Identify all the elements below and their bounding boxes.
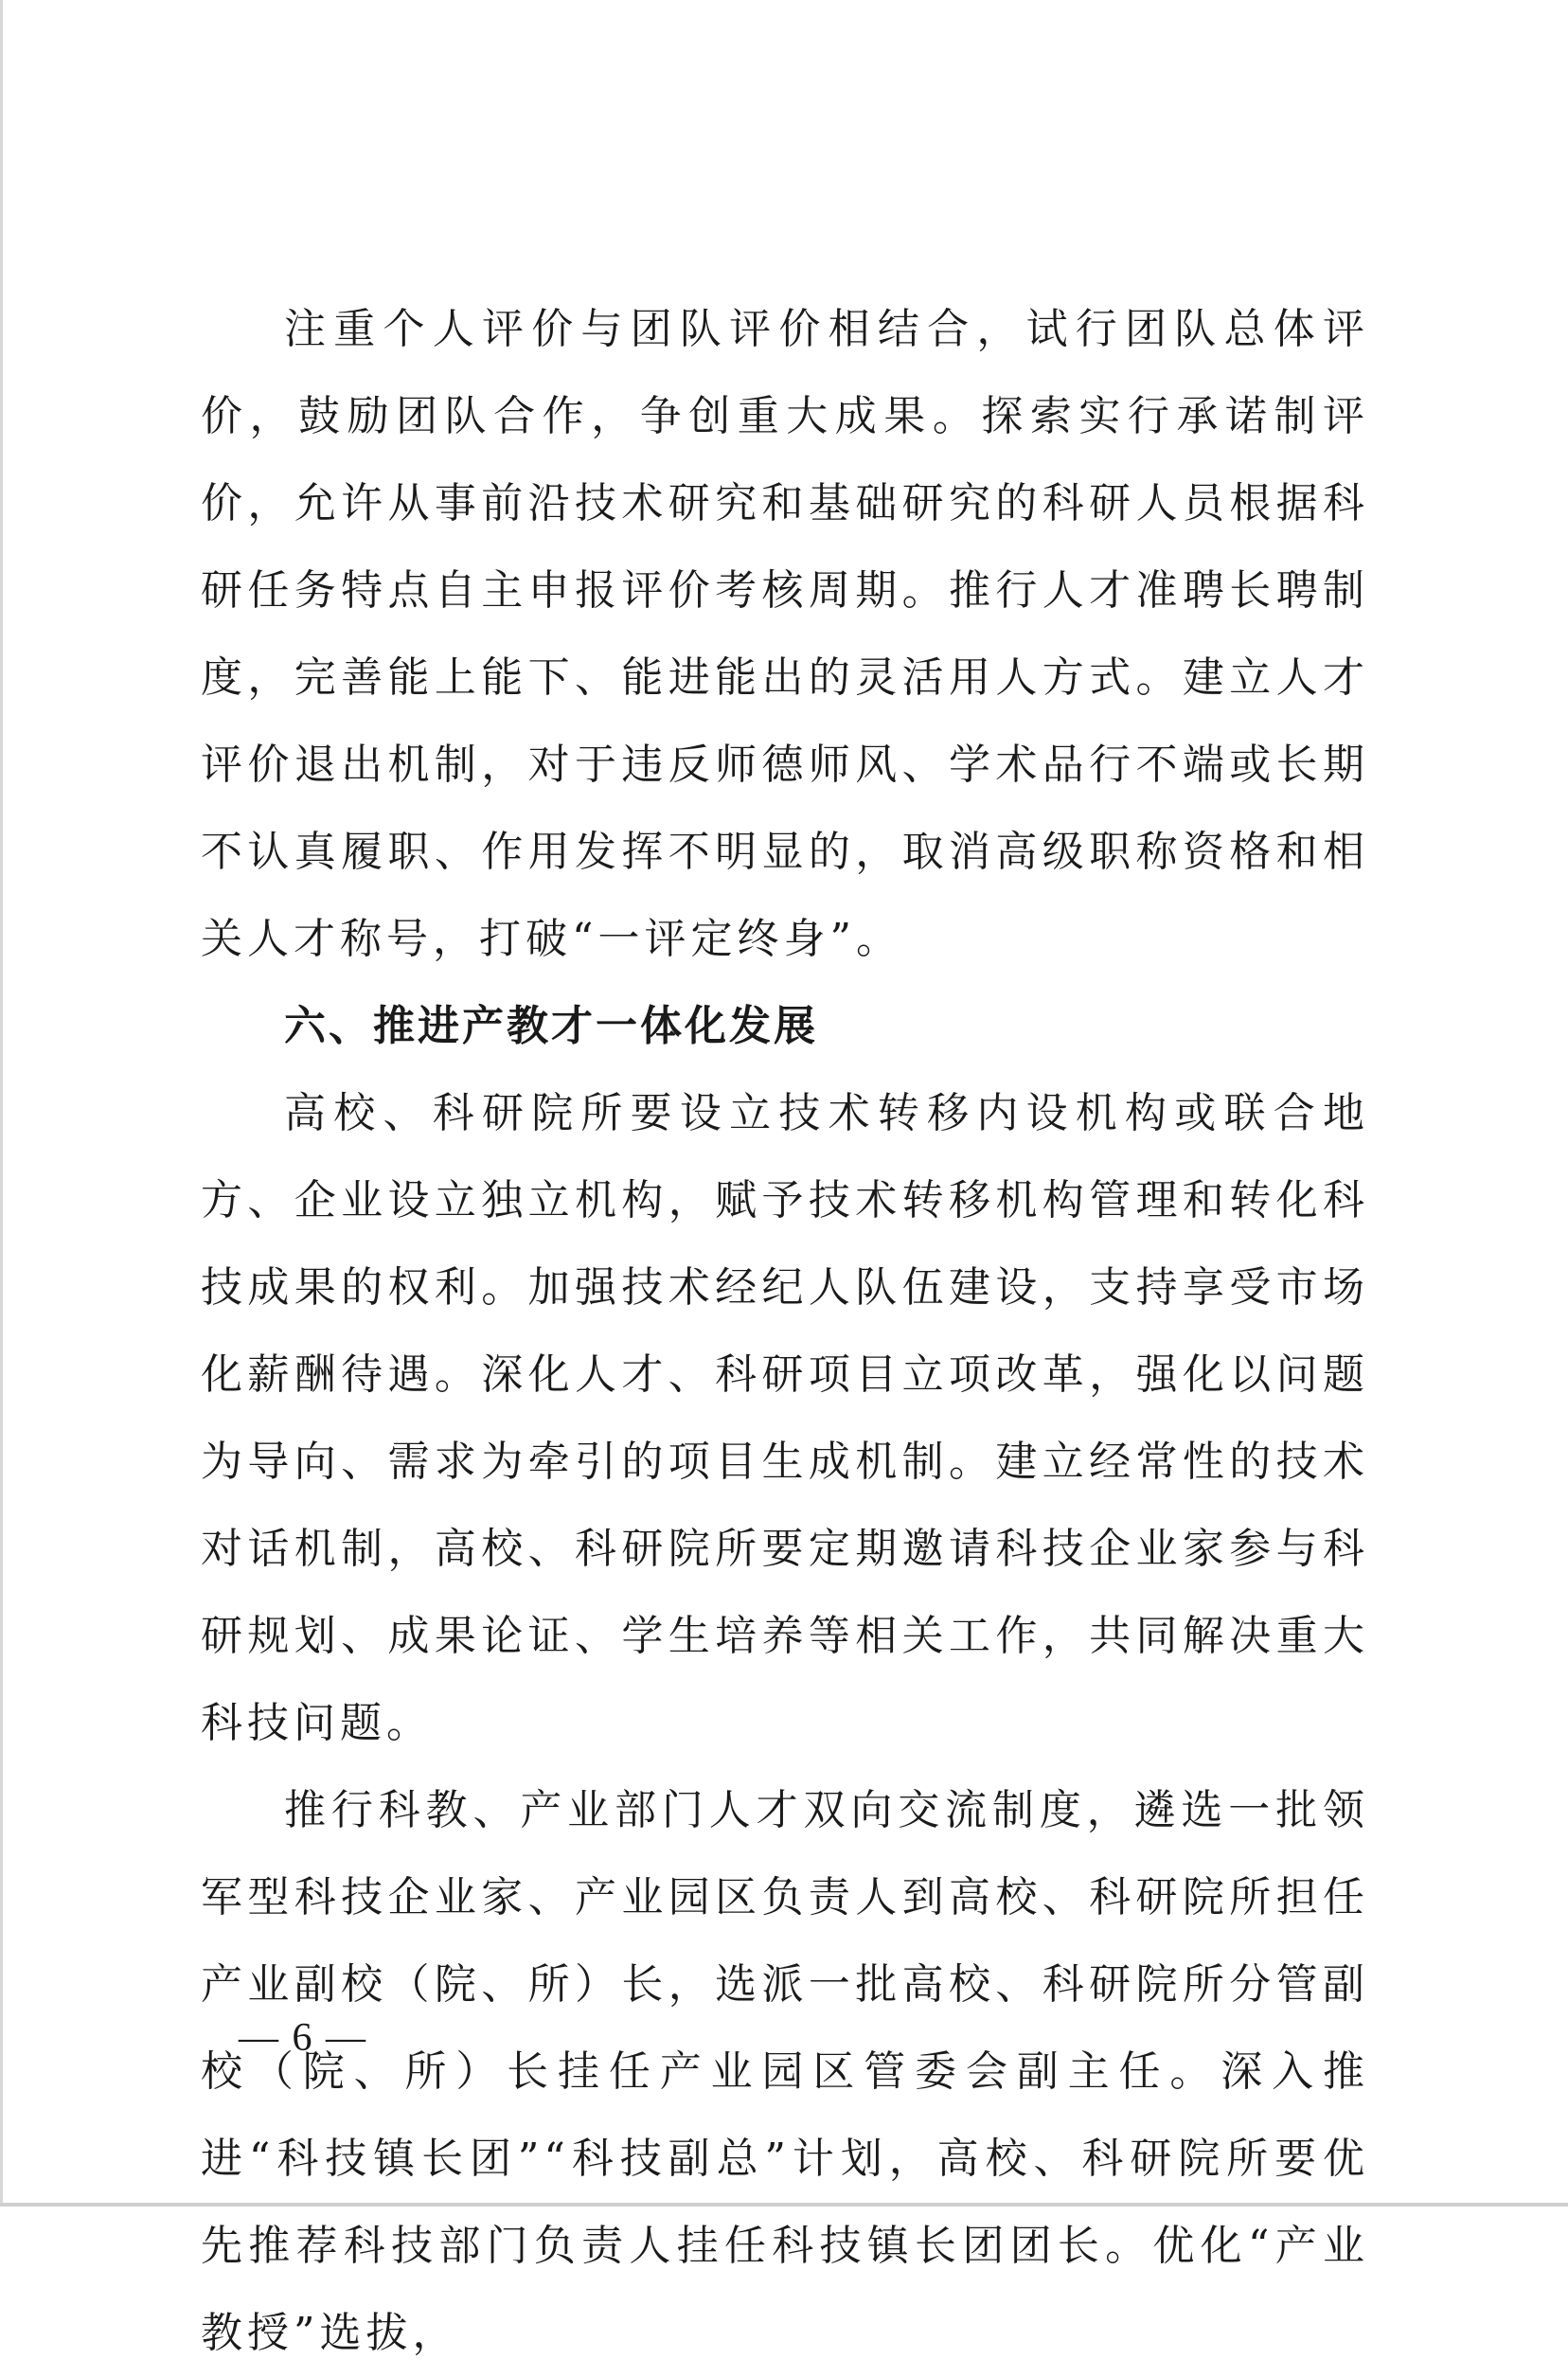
- paragraph-team-evaluation: 注重个人评价与团队评价相结合，试行团队总体评价，鼓励团队合作，争创重大成果。探索实行承诺制评价，允许从事前沿技术研究和基础研究的科研人员根据科研任务特点自主申报评价考核周期。推行人才准聘长聘制度，完善能上能下、能进能出的灵活用人方式。建立人才评价退出机制，对于违反师德师风、学术品行不端或长期不认真履职、作用发挥不明显的，取消高级职称资格和相关人才称号，打破“一评定终身”。: [201, 305, 1369, 963]
- paragraph-talent-exchange: 推行科教、产业部门人才双向交流制度，遴选一批领军型科技企业家、产业园区负责人到高校、科研院所担任产业副校（院、所）长，选派一批高校、科研院所分管副校（院、所）长挂任产业园区管委会副主任。深入推进“科技镇长团”“科技副总”计划，高校、科研院所要优先推荐科技部门负责人挂任科技镇长团团长。优化“产业教授”选拔，: [201, 1786, 1369, 2357]
- scan-left-edge: [0, 0, 3, 2207]
- document-body: [201, 286, 1369, 2377]
- section-heading: 六、推进产教才一体化发展: [284, 1002, 818, 1050]
- paragraph-technology-transfer: 高校、科研院所要设立技术转移内设机构或联合地方、企业设立独立机构，赋予技术转移机构管理和转化科技成果的权利。加强技术经纪人队伍建设，支持享受市场化薪酬待遇。深化人才、科研项目立项改革，强化以问题为导向、需求为牵引的项目生成机制。建立经常性的技术对话机制，高校、科研院所要定期邀请科技企业家参与科研规划、成果论证、学生培养等相关工作，共同解决重大科技问题。: [201, 1089, 1369, 1747]
- scan-bottom-edge: [0, 2203, 1568, 2207]
- page-number: — 6 —: [239, 2016, 367, 2060]
